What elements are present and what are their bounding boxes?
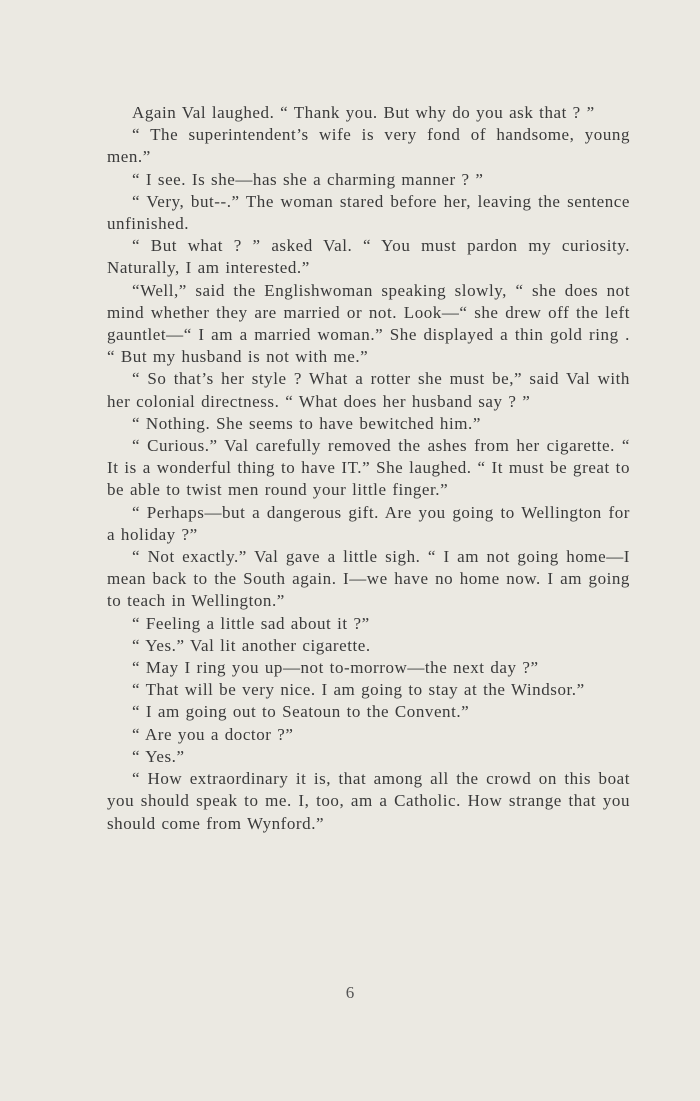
paragraph: “ Yes.” [132, 746, 185, 766]
paragraph: “ I am going out to Seatoun to the Convent.” [132, 702, 470, 722]
paragraph: “ Very, but--.” The woman stared before her, leaving the sentence unfinished. [107, 191, 630, 234]
page-number: 6 [345, 983, 355, 1002]
paragraph: “ Yes.” Val lit another cigarette. [132, 635, 371, 655]
paragraph: “ Perhaps—but a dangerous gift. Are you going to Wellington for a holiday ?” [107, 502, 630, 544]
paragraph: “ But what ? ” asked Val. “ You must pardon my curiosity. Naturally, I am interested.” [107, 236, 630, 278]
paragraph: “ So that’s her style ? What a rotter she must be,” said Val with her colonial directness. “ What does her husband say ? ” [107, 369, 630, 411]
body-text [107, 102, 630, 835]
paragraph: “ Feeling a little sad about it ?” [132, 613, 370, 633]
paragraph: “ Nothing. She seems to have bewitched him.” [132, 413, 481, 433]
paragraph: “ That will be very nice. I am going to stay at the Windsor.” [132, 680, 585, 700]
paragraph: Again Val laughed. “ Thank you. But why do you ask that ? ” [132, 103, 595, 122]
paragraph: “ Curious.” Val carefully removed the ashes from her cigarette. “ It is a wonderful thing to have IT.” She laughed. “ It must be great to be able to twist men round your little finger.” [107, 436, 630, 500]
paragraph: “ The superintendent’s wife is very fond of handsome, young men.” [107, 125, 630, 167]
paragraph: “ Not exactly.” Val gave a little sigh. “ I am not going home—I mean back to the South again. I—we have no home now. I am going to teach in Wellington.” [107, 547, 630, 611]
paragraph: “ May I ring you up—not to-morrow—the next day ?” [132, 658, 539, 678]
paragraph: “ Are you a doctor ?” [132, 724, 294, 744]
paragraph: “ I see. Is she—has she a charming manner ? ” [132, 169, 484, 189]
paragraph: “ How extraordinary it is, that among all the crowd on this boat you should speak to me. I, too, am a Catholic. How strange that you should come from Wynford.” [107, 769, 630, 833]
paragraph: “Well,” said the Englishwoman speaking slowly, “ she does not mind whether they are married or not. Look—“ she drew off the left gauntlet—“ I am a married woman.” She displayed a thin gold ring . “ But my husband is not with me.” [107, 280, 630, 367]
